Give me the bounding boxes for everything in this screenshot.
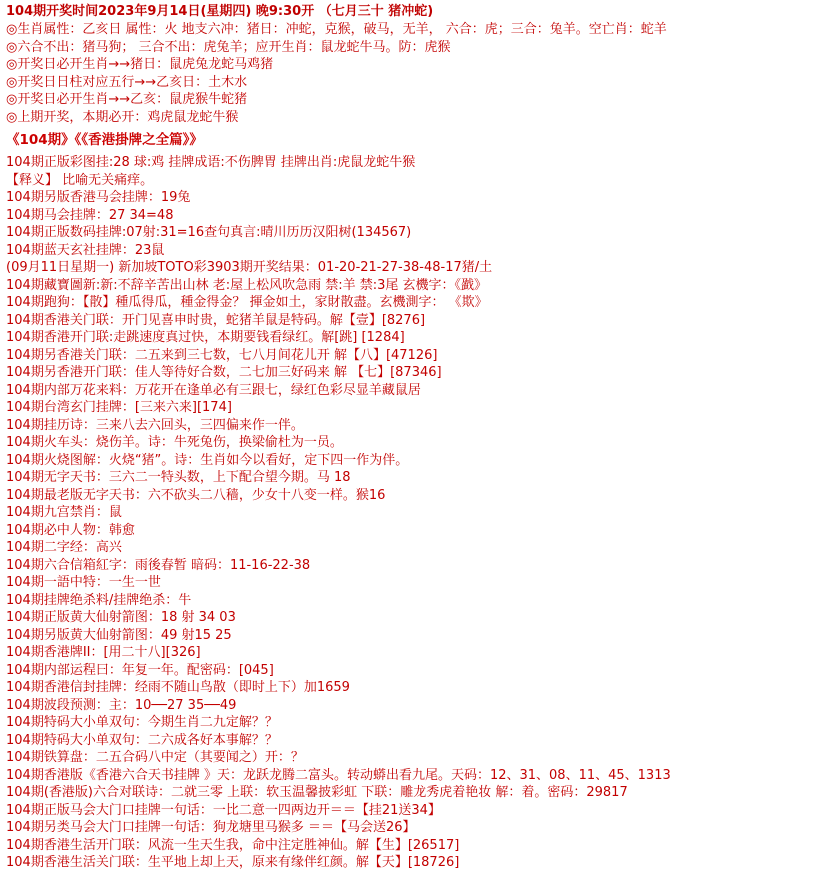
bulletin-line: 104期另香港开门联：佳人等待好合数，二七加三好码来 解 【七】[87346] xyxy=(6,365,442,380)
bulletin-line: 104期香港关门联：开门见喜申时贵，蛇猪羊鼠是特码。解【壹】[8276] xyxy=(6,312,426,328)
bulletin-line: 104期另版香港马会挂牌：19兔 xyxy=(6,190,191,205)
bulletin-line: 104期蓝天玄社挂牌：23鼠 xyxy=(6,242,165,258)
bulletin-line: 104期内部运程曰：年复一年。配密码：[045] xyxy=(6,662,274,678)
draw-time-line: 104期开奖时间2023年9月14日(星期四) 晚9:30开 （七月三十 猪冲蛇) xyxy=(6,4,434,19)
bulletin-line: 104期火车头：烧伤羊。诗：牛死兔伤，换梁偷杜为一员。 xyxy=(6,435,343,450)
bulletin-line: 104期内部万花来料：万花开在逢单必有三跟七，绿红色彩尽显羊藏鼠居 xyxy=(6,382,421,398)
bulletin-line: (09月11日星期一) 新加坡TOTO彩3903期开奖结果：01-20-21-27-38-48-17猪/土 xyxy=(6,260,493,275)
bulletin-line: 【释义】 比喻无关痛痒。 xyxy=(6,172,154,188)
bulletin-line: 104期九宫禁肖：鼠 xyxy=(6,505,122,520)
bulletin-line: 104期另香港关门联：二五来到三七数，七八月间花儿开 解【八】[47126] xyxy=(6,347,438,363)
bulletin-line: 104期(香港版)六合对联诗：二就三零 上联：软玉温馨披彩虹 下联：雕龙秀虎着艳妆 解：着。密码：29817 xyxy=(6,785,628,800)
must-open-zodiac-line-1: ◎开奖日必开生肖→→猪日：鼠虎兔龙蛇马鸡猪 xyxy=(6,57,274,72)
bulletin-line: 104期波段预测：主：10──27 35──49 xyxy=(6,697,237,713)
bulletin-line: 104期必中人物：韩愈 xyxy=(6,522,135,538)
bulletin-line: 104期特码大小单双句：今期生肖二九定解？？ xyxy=(6,715,278,730)
bulletin-line: 104期正版黄大仙射箭图：18 射 34 03 xyxy=(6,610,236,625)
bulletin-line: 104期火烧图解：火烧“猪”。诗：生肖如今以看好，定下四一作为伴。 xyxy=(6,452,409,468)
bulletin-line: 104期马会挂牌：27 34=48 xyxy=(6,207,174,223)
bulletin-line: 104期跑狗：【散】種瓜得瓜，種金得金？ 揮金如土，家財散盡。玄機測字： 《欺》 xyxy=(6,295,488,310)
bulletin-line: 104期六合信箱紅字：雨後春暂 暗码：11-16-22-38 xyxy=(6,557,311,573)
bulletin-lines xyxy=(6,154,835,872)
bulletin-line: 104期香港生活开门联：风流一生天生我，命中注定胜神仙。解【生】[26517] xyxy=(6,837,460,853)
bulletin-line: 104期挂牌绝杀料/挂牌绝杀：牛 xyxy=(6,592,192,608)
bulletin-line: 104期香港牌ⅠⅠ：[用二十八][326] xyxy=(6,645,201,660)
must-open-zodiac-line-2: ◎开奖日必开生肖→→乙亥：鼠虎猴牛蛇猪 xyxy=(6,92,248,107)
bulletin-line: 104期另版黄大仙射箭图：49 射15 25 xyxy=(6,627,232,643)
bulletin-line: 104期另类马会大门口挂牌一句话：狗龙塘里马猴多 ＝＝【马会送26】 xyxy=(6,820,416,835)
bulletin-line: 104期正版彩图挂:28 球:鸡 挂牌成语:不伤脾胃 挂牌出肖:虎鼠龙蛇牛猴 xyxy=(6,155,416,170)
bulletin-line: 104期香港开门联:走跳速度真过快，本期要钱看绿红。解[跳] [1284] xyxy=(6,330,405,345)
bulletin-line: 104期铁算盘：二五合码八中定（其要闻之）开：？ xyxy=(6,750,304,765)
bulletin-line: 104期正版马会大门口挂牌一句话：一比二意一四两边开＝＝【挂21送34】 xyxy=(6,802,441,818)
bulletin-line: 104期特码大小单双句：二六成各好本事解？？ xyxy=(6,732,278,748)
bulletin-line: 104期香港版《香港六合天书挂牌 》天：龙跃龙腾二富头。转动蟒出看九尾。天码：12、31、08、11、45、1313 xyxy=(6,767,671,783)
section-title: 《104期》《《香港掛牌之全篇》》 xyxy=(6,132,203,148)
bulletin-line: 104期挂历诗：三来八去六回头，三四偏来作一伴。 xyxy=(6,417,304,433)
bulletin-line: 104期藏寶圖新:新:不辞辛苦出山林 老:屋上松风吹急雨 禁:羊 禁:3尾 玄機字：《戤》 xyxy=(6,277,488,293)
bulletin-line: 104期无字天书：三六二一特头数，上下配合望今期。马 18 xyxy=(6,470,351,485)
zodiac-attribute-line: ◎生肖属性：乙亥日 属性：火 地支六冲：猪日：冲蛇，克猴，破马，无羊， 六合：虎；三合：兔羊。空亡肖：蛇羊 xyxy=(6,22,667,37)
bulletin-line: 104期最老版无字天书：六不砍头二八穑，少女十八变一样。猴16 xyxy=(6,487,386,503)
previous-draw-line: ◎上期开奖，本期必开：鸡虎鼠龙蛇牛猴 xyxy=(6,109,239,125)
bulletin-line: 104期台湾玄门挂牌：[三来六来][174] xyxy=(6,400,232,415)
five-elements-line: ◎开奖日日柱对应五行→→乙亥日：土木水 xyxy=(6,74,248,90)
liuhe-exclusion-line: ◎六合不出：猪马狗； 三合不出：虎兔羊；应开生肖：鼠龙蛇牛马。防：虎猴 xyxy=(6,39,451,55)
bulletin-line: 104期二字经：高兴 xyxy=(6,540,122,555)
bulletin-line: 104期一語中特：一生一世 xyxy=(6,575,161,590)
bulletin-line: 104期香港生活关门联：生平地上却上天，原来有缘伴红颜。解【天】[18726] xyxy=(6,855,460,870)
bulletin-line: 104期香港信封挂牌：经雨不随山鸟散（即时上下）加1659 xyxy=(6,680,350,695)
bulletin-line: 104期正版数码挂牌:07射:31=16查句真言:晴川历历汉阳树(134567) xyxy=(6,225,412,240)
